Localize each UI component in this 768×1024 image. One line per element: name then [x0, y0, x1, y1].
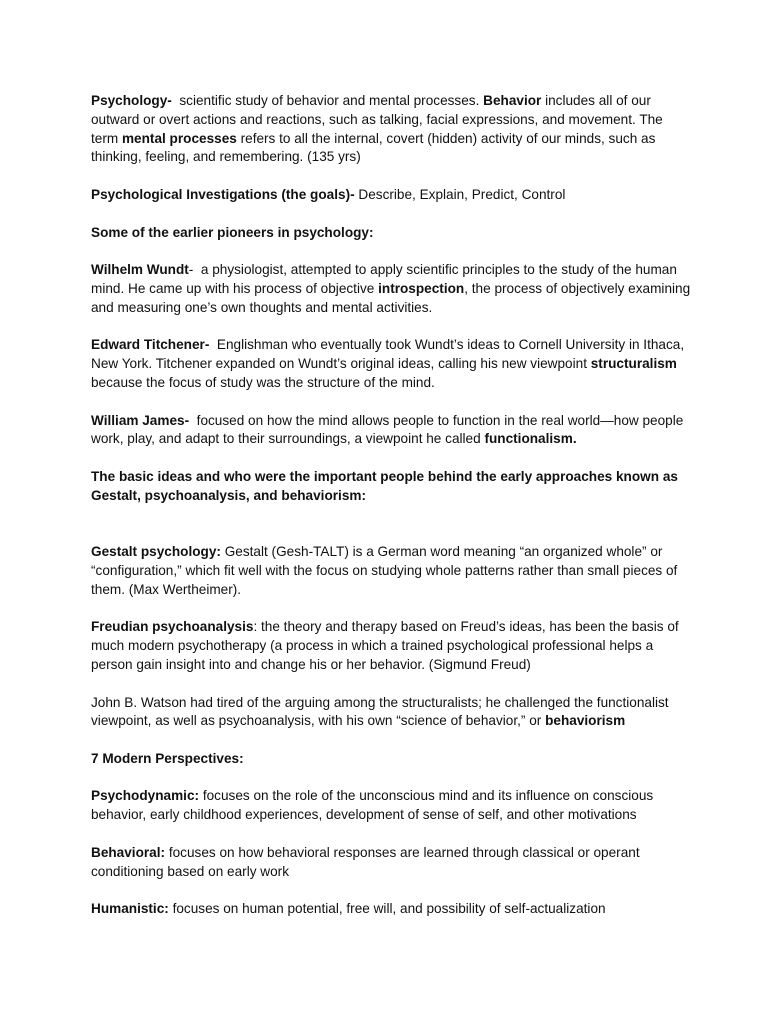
paragraph-edward-titchener: [91, 336, 691, 392]
body-text: , the process of objectively examining and measuring one’s own thoughts and mental activities.: [91, 280, 694, 315]
bold-term: Psychological Investigations (the goals)-: [91, 186, 355, 202]
body-text: - a physiologist, attempted to apply scientific principles to the study of the human mind. He came up with his process of objective: [91, 262, 681, 296]
body-text: : the theory and therapy based on Freud’s ideas, has been the basis of much modern psychotherapy (a process in which a trained psychological professional helps a person gain insight into and change his or her behavior. (Sigmund Freud): [91, 619, 683, 672]
bold-term: Gestalt psychology:: [91, 544, 221, 560]
bold-term: Freudian psychoanalysis: [91, 619, 254, 635]
body-text: Describe, Explain, Predict, Control: [354, 186, 566, 202]
paragraph-freudian-psychoanalysis: [91, 618, 691, 674]
paragraph-wilhelm-wundt: [91, 261, 694, 317]
paragraph-william-james: [91, 412, 691, 450]
body-text: Gestalt (Gesh-TALT) is a German word meaning “an organized whole” or “configuration,” which fit well with the focus on studying whole patterns rather than small pieces of them. (Max Wertheimer).: [91, 544, 682, 597]
body-text: because the focus of study was the structure of the mind.: [91, 356, 681, 390]
paragraph-behavioral: [91, 844, 691, 882]
body-text: Englishman who eventually took Wundt’s ideas to Cornell University in Ithaca, New York. Titchener expanded on Wundt’s original ideas, calling his new viewpoint: [91, 337, 688, 372]
body-text: focuses on the role of the unconscious mind and its influence on conscious behavior, early childhood experiences, development of sense of self, and other motivations: [91, 788, 657, 823]
paragraph-gestalt-psychology: [91, 543, 691, 599]
bold-term: behaviorism: [545, 713, 626, 729]
body-text: scientific study of behavior and mental processes.: [171, 93, 484, 108]
bold-term: mental processes: [121, 130, 237, 146]
bold-term: William James-: [91, 412, 190, 428]
paragraph-watson-behaviorism: [91, 694, 691, 732]
paragraph-pioneers-heading: [91, 224, 691, 243]
paragraph-psychodynamic: [91, 787, 691, 825]
body-text: focuses on human potential, free will, and possibility of self-actualization: [168, 901, 606, 917]
body-text: focused on how the mind allows people to function in the real world—how people work, play, and adapt to their surroundings, a viewpoint he called: [91, 412, 688, 447]
bold-term: Behavior: [483, 93, 542, 108]
bold-term: The basic ideas and who were the important people behind the early approaches known as Gestalt, psychoanalysis, and behaviorism:: [91, 468, 682, 503]
bold-term: Behavioral:: [91, 844, 166, 860]
body-text: focuses on how behavioral responses are learned through classical or operant conditioning based on early work: [91, 844, 644, 879]
paragraph-psychology-definition: [91, 92, 691, 167]
bold-term: introspection: [378, 280, 465, 296]
document-body: [91, 92, 694, 938]
bold-term: structuralism: [590, 356, 677, 372]
bold-term: Edward Titchener-: [91, 337, 210, 353]
bold-term: Psychodynamic:: [91, 788, 200, 804]
paragraph-investigation-goals: [91, 186, 691, 205]
bold-term: Some of the earlier pioneers in psychology:: [91, 224, 374, 240]
paragraph-humanistic: [91, 900, 691, 919]
bold-term: Wilhelm Wundt: [91, 262, 189, 278]
bold-term: Humanistic:: [91, 901, 169, 917]
body-text: includes all of our outward or overt actions and reactions, such as talking, facial expressions, and movement. The term: [91, 93, 667, 146]
bold-term: functionalism.: [484, 431, 577, 447]
body-text: refers to all the internal, covert (hidden) activity of our minds, such as thinking, feeling, and remembering. (135 yrs): [91, 130, 660, 165]
paragraph-early-approaches-heading: [91, 468, 691, 506]
paragraph-modern-perspectives-heading: [91, 750, 691, 769]
body-text: John B. Watson had tired of the arguing among the structuralists; he challenged the functionalist viewpoint, as well as psychoanalysis, with his own “science of behavior,” or: [91, 694, 673, 729]
bold-term: Psychology-: [91, 93, 172, 108]
bold-term: 7 Modern Perspectives:: [91, 750, 244, 766]
